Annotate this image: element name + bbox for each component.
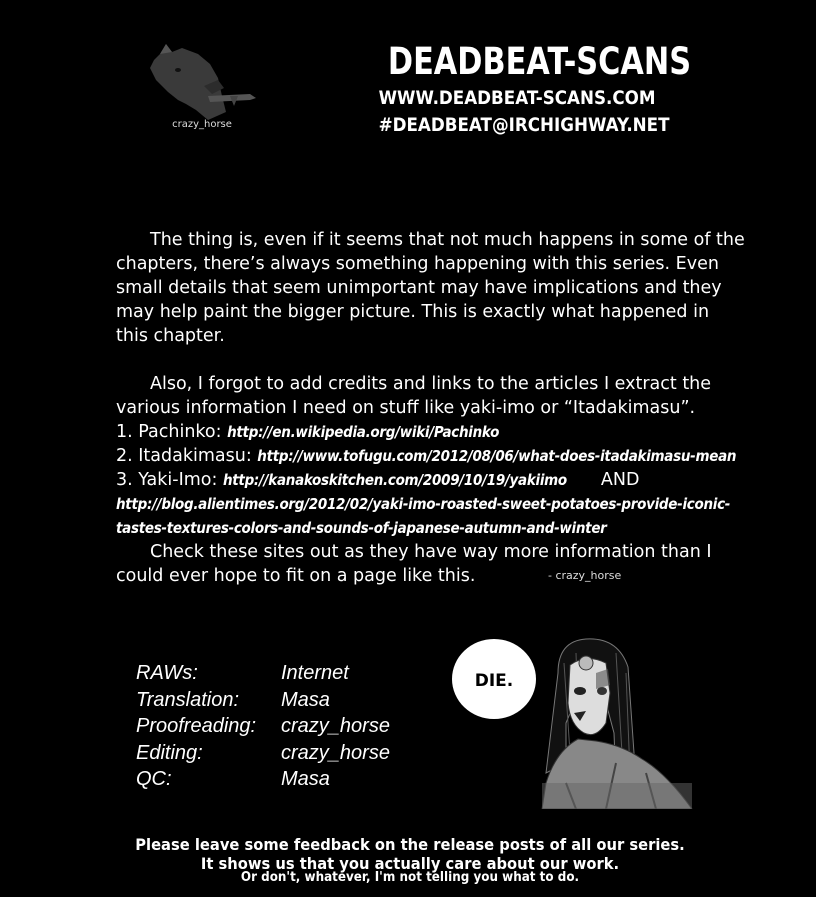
link-url[interactable]: tastes-textures-colors-and-sounds-of-japanese-autumn-and-winter (116, 519, 607, 537)
link-label: 2. Itadakimasu: (116, 446, 258, 466)
footer-joke-line: Or don't, whatever, I'm not telling you what to do. (240, 870, 580, 885)
credit-row (136, 766, 436, 793)
group-website: WWW.DEADBEAT-SCANS.COM (378, 87, 656, 109)
credits-list (136, 660, 436, 793)
group-title: DEADBEAT-SCANS (387, 40, 692, 83)
link-url[interactable]: http://en.wikipedia.org/wiki/Pachinko (227, 423, 500, 441)
extra-link-line-2[interactable] (116, 516, 746, 540)
translator-notes (116, 228, 746, 588)
extra-link-line-1[interactable] (116, 492, 746, 516)
logo-caption: crazy_horse (172, 119, 232, 130)
link-item-pachinko (116, 420, 746, 444)
group-irc-channel: #DEADBEAT@IRCHIGHWAY.NET (378, 114, 670, 136)
link-item-itadakimasu (116, 444, 746, 468)
character-art (446, 633, 720, 809)
credit-name: crazy_horse (281, 741, 390, 764)
credit-row (136, 660, 436, 687)
credit-row (136, 740, 436, 767)
credit-row (136, 713, 436, 740)
notes-signature: - crazy_horse (548, 569, 622, 582)
link-url[interactable]: http://www.tofugu.com/2012/08/06/what-does-itadakimasu-mean (257, 447, 737, 465)
credit-role: Editing: (136, 741, 203, 764)
character-illustration-icon (542, 639, 692, 809)
credit-name: crazy_horse (281, 715, 390, 737)
credit-role: Proofreading: (136, 715, 257, 737)
speech-bubble (452, 639, 536, 719)
credit-name: Masa (281, 688, 330, 711)
notes-paragraph-2: Also, I forgot to add credits and links to the articles I extract the various information I need on stuff like yaki-imo or “Itadakimasu”. (116, 374, 712, 418)
link-url[interactable]: http://kanakoskitchen.com/2009/10/19/yakiimo (222, 471, 567, 489)
footer-feedback-line: Please leave some feedback on the release posts of all our series. (135, 835, 685, 854)
notes-paragraph-3: Check these sites out as they have way more information than I could ever hope to fit on a page like this. (116, 542, 712, 586)
credit-name: Masa (281, 768, 330, 790)
credit-role: Translation: (136, 688, 240, 711)
credit-row (136, 687, 436, 714)
footer-care-line: It shows us that you actually care about our work. (200, 854, 620, 873)
link-item-yaki-imo (116, 468, 746, 492)
credit-name: Internet (281, 662, 349, 684)
link-label: 1. Pachinko: (116, 422, 228, 442)
notes-paragraph-1: The thing is, even if it seems that not much happens in some of the chapters, there’s always something happening with this series. Even small details that seem unimportant may have implications and they may help paint the bigger picture. This is exactly what happened in this chapter. (116, 230, 745, 346)
and-text: AND (600, 470, 640, 490)
speech-bubble-text: DIE. (474, 671, 514, 691)
link-label: 3. Yaki-Imo: (116, 470, 223, 490)
credit-role: QC: (136, 768, 172, 790)
link-url[interactable]: http://blog.alientimes.org/2012/02/yaki-imo-roasted-sweet-potatoes-provide-iconic- (116, 495, 731, 513)
credit-role: RAWs: (136, 662, 198, 684)
